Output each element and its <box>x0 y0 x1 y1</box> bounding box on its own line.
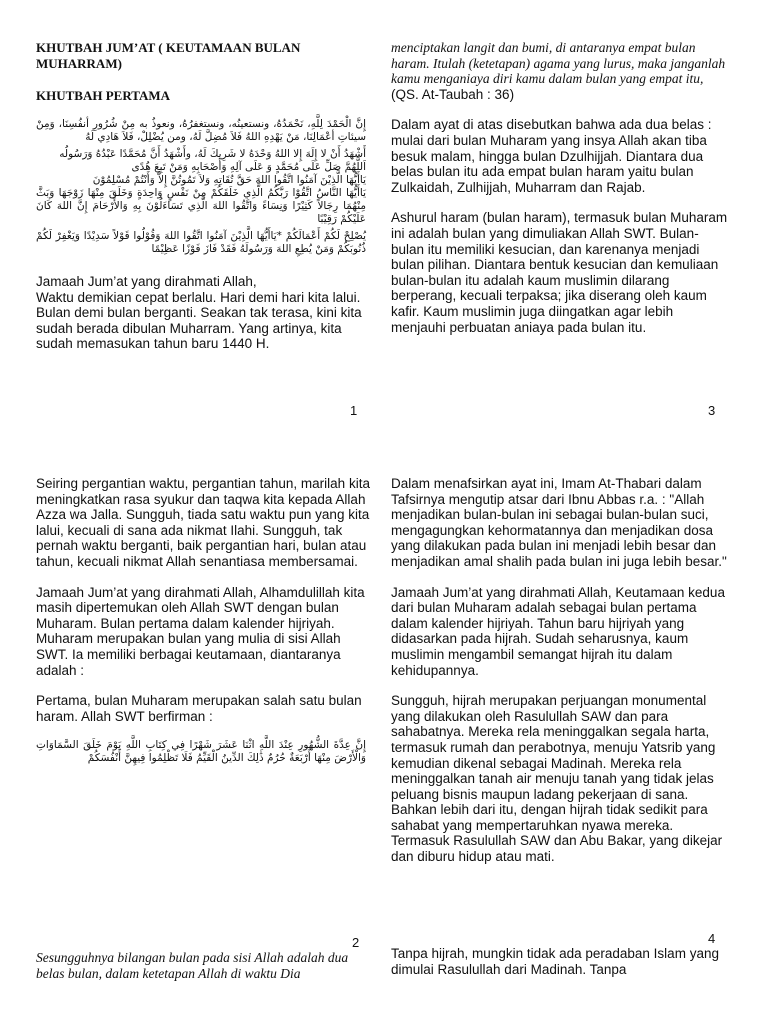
paragraph: Pertama, bulan Muharam merupakan salah satu bulan haram. Allah SWT berfirman : <box>36 693 362 724</box>
sermon-title: KHUTBAH JUM’AT ( KEUTAMAAN BULAN MUHARRAM) <box>36 40 301 71</box>
arabic-line: إِنَّ الْحَمْدَ لِلَّهِ، نَحْمَدُهُ، ونستعينُه، ونستغفرُهُ، ونعوذُ به مِنْ شُرُورِ أنفُسِنَا، وَمِنْ سيئاتِ أعْمَالِنَا، مَنْ يَهْدِهِ اللهُ فَلاَ مُضِلَّ لَهُ، ومن يُضْلِلْ، فَلاَ هَادِي لَهُ <box>36 118 366 143</box>
arabic-line: يُصْلِحْ لَكُمْ أَعْمَالَكُمْ *يَاأَيُّهَا الَّذِيْنَ آمَنُوا اتَّقُوا اللهَ وَقُوْلُوا قَوْلاً سَدِيْدًا وَيَغْفِرْ لَكُمْ ذُنُوبَكُمْ وَمَنْ يُطِعِ اللهَ وَرَسُولَهُ فَقَدْ فَازَ فَوْزًا عَظِيْمًا <box>36 230 366 255</box>
arabic-opening-block <box>36 118 366 256</box>
paragraph: Seiring pergantian waktu, pergantian tahun, marilah kita meningkatkan rasa syukur dan taqwa kita kepada Allah Azza wa Jalla. Sungguh, tiada satu waktu pun yang kita lalui, kecuali di sana ada nikmat Ilahi. Sungguh, tak pernah waktu berganti, baik pergantian hari, bulan atau tahun, kecuali nikmat Allah senantiasa membersamai. <box>36 476 370 569</box>
page-1-column <box>36 40 368 352</box>
paragraph: Jamaah Jum’at yang dirahmati Allah, Alhamdulillah kita masih dipertemukan oleh Allah SWT dengan bulan Muharam. Bulan pertama dalam kalender hijriyah. Muharam merupakan bulan yang mulia di sisi Allah SWT. Ia memiliki berbagai keutamaan, diantaranya adalah : <box>36 584 365 678</box>
page-4-column <box>391 476 731 865</box>
quran-translation: Sesungguhnya bilangan bulan pada sisi Allah adalah dua belas bulan, dalam ketetapan Allah di waktu Dia <box>36 950 349 981</box>
arabic-line: يَاأَيُّهَا النَّاسُ اتَّقُوْا رَبَّكُمُ الَّذِي خَلَقَكُمْ مِنْ نَفْسٍ وَاحِدَةٍ وَخَلَقَ مِنْهَا زَوْجَهَا وَبَثَّ مِنْهُمَا رِجَالاً كَثِيْرًا وَنِسَاءً وَاتَّقُوا اللهَ الَّذِي تَسَاءَلُوْنَ بِهِ وَالأَرْحَامَ إِنَّ اللهَ كَانَ عَلَيْكُمْ رَقِيْبًا <box>36 187 366 225</box>
arabic-line: اَللَّهُمَّ صَلِّ عَلَى مُحَمَّدٍ وَ عَلَى آلِهِ وَأَصْحَابِهِ وَمَنْ تَبِعَ هُدًى <box>131 161 366 173</box>
arabic-line: أَشْهَدُ أَنْ لا إِلَهَ إِلا اللهُ وَحْدَهُ لا شَرِيكَ لَهُ، وأَشْهَدُ أَنَّ مُحَمَّدًا عَبْدُهُ وَرَسُولُه <box>59 148 366 160</box>
greeting-line: Jamaah Jum’at yang dirahmati Allah, <box>36 274 257 289</box>
paragraph: Tanpa hijrah, mungkin tidak ada peradaban Islam yang dimulai Rasulullah dari Madinah. Tanpa <box>391 946 719 977</box>
paragraph: Dalam menafsirkan ayat ini, Imam At-Thabari dalam Tafsirnya mengutip atsar dari Ibnu Abbas r.a. : "Allah menjadikan bulan-bulan ini sebagai bulan-bulan suci, mengagungkan kehormatannya dan menjadikan dosa yang dilakukan pada bulan ini menjadi lebih besar dan menjadikan amal shalih pada bulan ini juga lebih besar." <box>391 476 727 569</box>
paragraph <box>36 274 368 352</box>
sermon-subtitle: KHUTBAH PERTAMA <box>36 88 170 103</box>
translation-italic: menciptakan langit dan bumi, di antaranya empat bulan haram. Itulah (ketetapan) agama yang lurus, maka janganlah kamu menganiaya diri kamu dalam bulan yang empat itu, <box>391 40 726 87</box>
paragraph: Jamaah Jum’at yang dirahmati Allah, Keutamaan kedua dari bulan Muharam adalah sebagai bulan pertama dalam kalender hijriyah. Tahun baru hijriyah yang didasarkan pada hijrah. Sudah seharusnya, kaum muslimin mengambil semangat hijrah itu dalam kehidupannya. <box>391 584 725 678</box>
quran-translation <box>391 40 731 102</box>
arabic-verse: إِنَّ عِدَّةَ الشُّهُورِ عِنْدَ اللَّهِ اثْنَا عَشَرَ شَهْرًا فِي كِتَابِ اللَّهِ يَوْمَ خَلَقَ السَّمَاوَاتِ وَالْأَرْضَ مِنْهَا أَرْبَعَةٌ حُرُمٌ ذَٰلِكَ الدِّينُ الْقَيِّمُ فَلَا تَظْلِمُوا فِيهِنَّ أَنْفُسَكُمْ <box>36 739 366 765</box>
page-number: 1 <box>350 403 358 418</box>
arabic-line: يَاأَيُّهَا الَّذِيْنَ آمَنُوا اتَّقُوا اللهَ حَقَّ تُقَاتِهِ وَلاَ تَمُوتُنَّ إِلاَّ وَأَنْتُمْ مُسْلِمُوْنَ <box>92 174 366 186</box>
paragraph-body: Waktu demikian cepat berlalu. Hari demi hari kita lalui. Bulan demi bulan berganti. Seakan tak terasa, kini kita sudah berada dibulan Muharram. Yang artinya, kita sudah memasukan tahun baru 1440 H. <box>36 289 362 352</box>
paragraph: Dalam ayat di atas disebutkan bahwa ada dua belas : mulai dari bulan Muharam yang insya Allah akan tiba besuk malam, hingga bulan Dzulhijjah. Diantara dua belas bulan itu ada empat bulan haram yaitu bulan Zulkaidah, Zulhijjah, Muharram dan Rajab. <box>391 117 712 195</box>
page-2-column <box>36 476 371 765</box>
citation: (QS. At-Taubah : 36) <box>391 86 515 102</box>
page-3-column <box>391 40 731 335</box>
paragraph: Sungguh, hijrah merupakan perjuangan monumental yang dilakukan oleh Rasulullah SAW dan para sahabatnya. Mereka rela meninggalkan segala harta, termasuk rumah dan perabotnya, menuju Yatsrib yang kemudian dikenal sebagai Madinah. Mereka rela meninggalkan tanah air menuju tanah yang tidak jelas peluang bisnis maupun ladang pekerjaan di sana. Bahkan lebih dari itu, dengan hijrah tidak sedikit para sahabat yang mempertaruhkan nyawa mereka. Termasuk Rasulullah SAW dan Abu Bakar, yang dikejar dan diburu hidup atau mati. <box>391 693 723 865</box>
page-number: 2 <box>352 935 360 950</box>
page-number: 4 <box>708 931 716 946</box>
page-number: 3 <box>708 403 716 418</box>
paragraph: Ashurul haram (bulan haram), termasuk bulan Muharam ini adalah bulan yang dimuliakan Allah SWT. Bulan-bulan itu memiliki kesucian, dan karenanya menjadi bulan pilihan. Diantara bentuk kesucian dan kemuliaan bulan-bulan itu adalah kaum muslimin dilarang berperang, kecuali terpaksa; jika diserang oleh kaum kafir. Kaum muslimin juga diingatkan agar lebih menjauhi perbuatan aniaya pada bulan itu. <box>391 210 728 335</box>
